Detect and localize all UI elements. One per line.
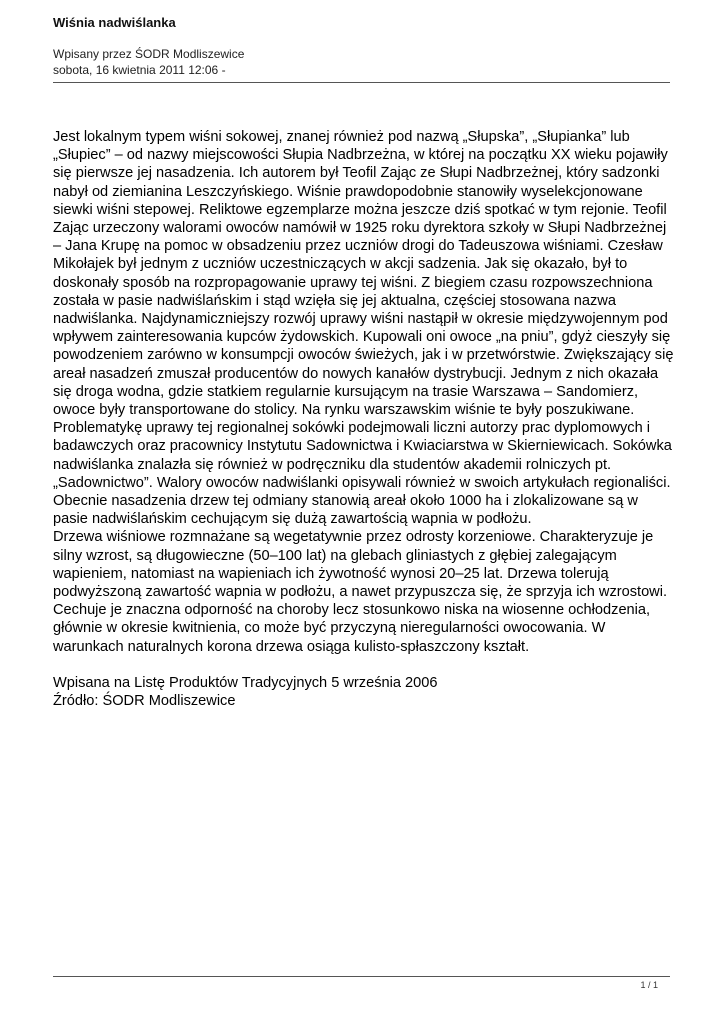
article-body xyxy=(53,128,675,710)
page-title: Wiśnia nadwiślanka xyxy=(53,15,176,30)
listing-note: Wpisana na Listę Produktów Tradycyjnych 5 września 2006 xyxy=(53,675,438,692)
author-line: Wpisany przez ŚODR Modliszewice xyxy=(53,47,245,61)
footer-divider xyxy=(53,976,670,977)
article-paragraph: Problematykę uprawy tej regionalnej sokówki podejmowali liczni autorzy prac dyplomowych i badawczych oraz pracownicy Instytutu Sadownictwa i Kwiaciarstwa w Skierniewicach. Sokówka nadwiślanka znalazła się również w podręczniku dla studentów akademii rolniczych pt. „Sadownictwo”. Walory owoców nadwiślanki opisywali również w swoich artykułach regionaliści. Obecnie nasadzenia drzew tej odmiany stanowią areał około 1000 ha i zlokalizowane są w pasie nadwiślańskim cechującym się dużą zawartością wapnia w podłożu. xyxy=(53,420,672,528)
article-meta xyxy=(53,46,244,78)
paragraph-gap xyxy=(53,656,675,674)
page-number: 1 / 1 xyxy=(640,980,658,990)
date-line: sobota, 16 kwietnia 2011 12:06 - xyxy=(53,63,226,77)
article-paragraph: Jest lokalnym typem wiśni sokowej, znanej również pod nazwą „Słupska”, „Słupianka” lub „Słupiec” – od nazwy miejscowości Słupia Nadbrzeżna, w której na początku XX wieku pojawiły się pierwsze jej nasadzenia. Ich autorem był Teofil Zając ze Słupi Nadbrzeżnej, który sadzonki nabył od ziemianina Leszczyńskiego. Wiśnie prawdopodobnie stanowiły wyselekcjonowane siewki wiśni stepowej. Reliktowe egzemplarze można jeszcze dziś spotkać w tym rejonie. Teofil Zając urzeczony walorami owoców namówił w 1925 roku dyrektora szkoły w Słupi Nadbrzeżnej – Jana Krupę na pomoc w obsadzeniu przez uczniów drogi do Tadeuszowa wiśniami. Czesław Mikołajek był jednym z uczniów uczestniczących w akcji sadzenia. Jak się okazało, był to doskonały sposób na rozpropagowanie uprawy tej wiśni. Z biegiem czasu rozpowszechniona została w pasie nadwiślańskim i stąd wzięła się jej aktualna, częściej stosowana nazwa nadwiślanka. Najdynamiczniejszy rozwój uprawy wiśni nastąpił w okresie międzywojennym pod wpływem zainteresowania kupców żydowskich. Kupowali oni owoce „na pniu”, gdyż cieszyły się powodzeniem zarówno w konsumpcji owoców świeżych, jak i w przetwórstwie. Zwiększający się areał nasadzeń zmuszał producentów do nowych kanałów dystrybucji. Jednym z nich okazała się droga wodna, gdzie statkiem regularnie kursującym na trasie Warszawa – Sandomierz, owoce były transportowane do stolicy. Na rynku warszawskim wiśnie te były poszukiwane. xyxy=(53,129,674,419)
article-paragraph: Drzewa wiśniowe rozmnażane są wegetatywnie przez odrosty korzeniowe. Charakteryzuje je silny wzrost, są długowieczne (50–100 lat) na glebach gliniastych z głębiej zalegającym wapieniem, natomiast na wapieniach ich żywotność wynosi 20–25 lat. Drzewa tolerują podwyższoną zawartość wapnia w podłożu, a nawet przypuszcza się, że sprzyja ich wzrostowi. Cechuje je znaczna odporność na choroby lecz stosunkowo niska na wiosenne ochłodzenia, głównie w okresie kwitnienia, co może być przyczyną nieregularności owocowania. W warunkach naturalnych korona drzewa osiąga kulisto-spłaszczony kształt. xyxy=(53,529,668,655)
source-note: Źródło: ŚODR Modliszewice xyxy=(53,693,236,710)
header-divider xyxy=(53,82,670,83)
